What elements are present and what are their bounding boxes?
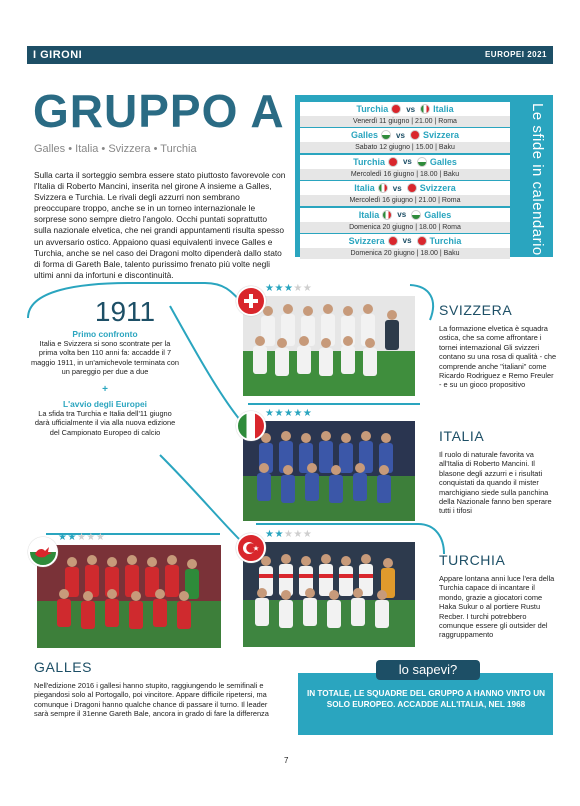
turchia-rating [265,530,312,540]
page-subtitle: Galles • Italia • Svizzera • Turchia [34,143,197,155]
star-empty-icon: ★ [283,529,294,540]
turchia-name: TURCHIA [439,552,506,568]
star-filled-icon: ★ [67,532,77,543]
magazine-label: EUROPEI 2021 [484,50,547,59]
turchia-photo-image [243,542,415,647]
first-match-text: Italia e Svizzera si sono scontrate per la prima volta ben 110 anni fa: accadde il 7 maggio 1911, in un'amichevole terminata con un pareggio per due a due [31,339,179,376]
svizzera-rating [265,284,312,294]
curve-to-turkey [160,455,240,540]
home-team: Turchia [353,156,385,167]
svizzera-description: La formazione elvetica è squadra ostica, che sa come affrontare i tornei internazional Gli svizzeri contano su una rosa di qualità - che comprende anche "italiani" come Ricardo Rodriguez e Remo Freuler - e su un gioco propositivo [439,324,557,390]
star-filled-icon: ★ [265,283,275,294]
away-team: Svizzera [422,130,459,141]
match-date: Mercoledì 16 giugno | 21.00 | Roma [300,195,510,206]
star-filled-icon: ★ [283,408,294,419]
calendar-label: Le sfide in calendario [529,103,546,256]
italia-name: ITALIA [439,428,485,444]
svizzera-name: SVIZZERA [439,302,513,318]
galles-rating [58,533,105,543]
turkey-flag-icon [236,533,266,563]
vs-label: vs [392,183,402,193]
italy-flag-icon [236,411,266,441]
home-team: Turchia [356,104,389,114]
switzerland-flag-icon [236,286,266,316]
italia-team-photo [243,421,415,521]
away-team: Turchia [429,235,462,246]
first-match-title: Primo confronto [72,329,138,339]
euro-start-title: L'avvio degli Europei [63,399,147,409]
match-date: Domenica 20 giugno | 18.00 | Roma [300,222,510,233]
italia-rating [265,409,312,419]
section-label: I GIRONI [33,49,83,61]
page-title: GRUPPO A [33,85,285,137]
star-empty-icon: ★ [293,529,303,540]
euro-start-text: La sfida tra Turchia e Italia dell'11 giugno darà ufficialmente il via alla nuova edizione del Campionato Europeo di calcio [34,409,176,437]
star-filled-icon: ★ [265,408,275,419]
away-team: Svizzera [419,183,456,194]
away-team: Galles [424,209,452,220]
intro-paragraph: Sulla carta il sorteggio sembra essere stato piuttosto favorevole con l'Italia di Roberto Mancini, inserita nel girone A insieme a Galles, Svizzera e Turchia. Le rivali degli azzurri non sembrano preoccupare troppo, anche se in un torneo internazionale le sorprese sono sempre dietro l'angolo. Occhi puntati soprattutto sulla nazionale elvetica, che nei grandi appuntamenti risulta spesso un avversario ostico. Appaiono quasi equivalenti invece Galles e Turchia, anche se nel caso dei Dragoni molto dipenderà dallo stato di forma di Gareth Bale, talento purissimo frenato più volte negli ultimi anni da infortuni e discontinuità. [34,170,286,280]
home-team: Galles [351,130,379,141]
svizzera-photo-image [243,296,415,396]
vs-label: vs [396,130,405,140]
star-empty-icon: ★ [302,529,313,540]
match-date: Domenica 20 giugno | 18.00 | Baku [300,248,510,259]
page-number: 7 [284,756,289,765]
home-team: Svizzera [348,235,385,246]
turchia-team-photo [243,542,415,647]
vs-label: vs [406,104,416,114]
star-filled-icon: ★ [274,283,284,294]
wales-flag-icon [28,537,58,567]
galles-name: GALLES [34,659,93,675]
star-filled-icon: ★ [265,529,275,540]
curve-to-italy [170,306,240,420]
galles-photo-image [37,545,221,648]
star-filled-icon: ★ [283,283,294,294]
match-date: Mercoledì 16 giugno | 18.00 | Baku [300,169,510,180]
crescent-star-icon [238,535,264,561]
turchia-description: Appare lontana anni luce l'era della Turchia capace di incantare il mondo, grazie a giocatori come Haka Sukur o al portiere Rustu Recber. I turchi potrebbero comunque essere gli outsider del raggruppamento [439,574,555,640]
vs-label: vs [402,236,412,246]
star-filled-icon: ★ [302,408,313,419]
plus-separator: + [102,384,108,395]
star-filled-icon: ★ [274,408,284,419]
svizzera-team-photo [243,296,415,396]
did-you-know-title: lo sapevi? [376,660,480,680]
star-empty-icon: ★ [76,532,87,543]
vs-label: vs [397,210,407,220]
star-empty-icon: ★ [86,532,96,543]
away-team: Galles [429,156,457,167]
star-filled-icon: ★ [274,529,284,540]
star-empty-icon: ★ [293,283,303,294]
galles-description: Nell'edizione 2016 i gallesi hanno stupito, raggiungendo le semifinali e piegandosi solo al Portogallo, poi vincitore. Appare difficile ripetersi, ma comunque i Dragoni hanno qualche chance di passare il turno. Il leader sarà sempre il 31enne Gareth Bale, ancora in grado di fare la differenza [34,681,269,719]
dragon-icon [30,539,56,565]
timeline-year: 1911 [94,296,156,327]
home-team: Italia [354,183,375,194]
italia-photo-image [243,421,415,521]
italia-description: Il ruolo di naturale favorita va all'Italia di Roberto Mancini. Il blasone degli azzurri e i risultati conquistati da quando il mister marchigiano siede sulla panchina della Nazionale fanno ben sperare tutti i tifosi [439,450,552,516]
star-empty-icon: ★ [302,283,313,294]
did-you-know-text: IN TOTALE, LE SQUADRE DEL GRUPPO A HANNO VINTO UN SOLO EUROPEO. ACCADDE ALL'ITALIA, NEL 1968 [306,689,546,709]
away-team: Italia [433,104,454,114]
star-filled-icon: ★ [58,532,68,543]
home-team: Italia [358,209,380,220]
star-filled-icon: ★ [293,408,303,419]
swiss-cross-icon [238,288,264,314]
galles-team-photo [37,545,221,648]
vs-label: vs [402,157,412,167]
star-empty-icon: ★ [95,532,106,543]
match-date: Venerdì 11 giugno | 21.00 | Roma [300,116,510,127]
match-date: Sabato 12 giugno | 15.00 | Baku [300,142,510,153]
